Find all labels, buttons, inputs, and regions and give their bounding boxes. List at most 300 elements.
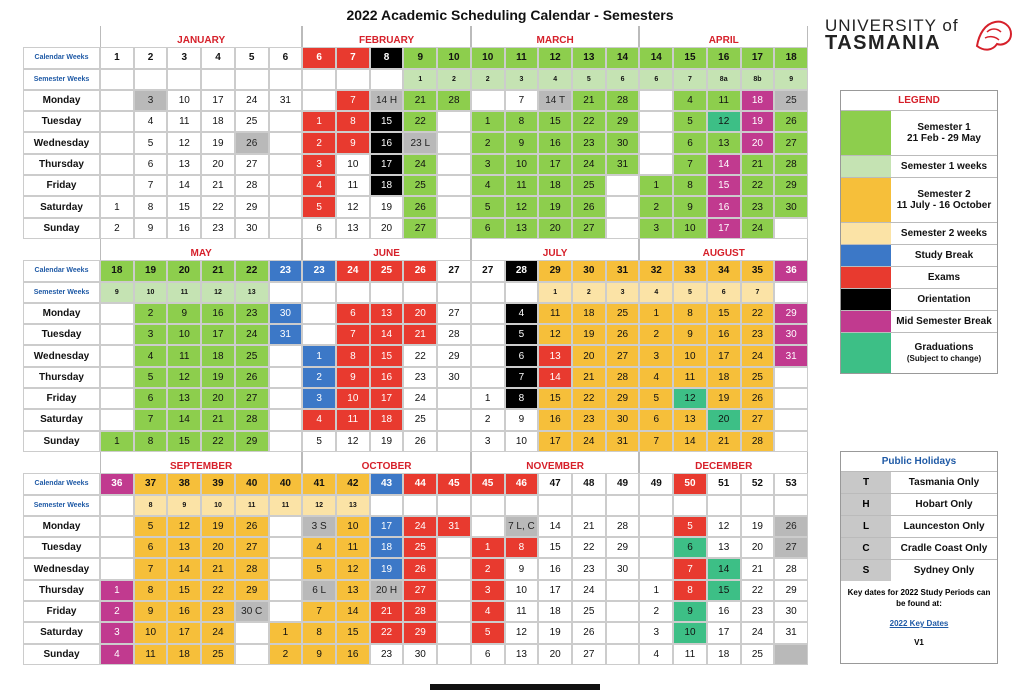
day-cell [437,388,471,409]
calendar-week-cell: 40 [269,473,303,494]
month-header: NOVEMBER [471,452,640,473]
day-cell: 8 [336,345,370,366]
legend-swatch [841,311,891,332]
semester-week-cell: 8b [741,69,775,90]
day-cell: 9 [505,409,539,430]
day-cell: 16 [538,132,572,153]
calendar-week-cell: 39 [201,473,235,494]
day-cell: 10 [673,345,707,366]
day-cell: 7 [639,431,673,452]
day-cell: 10 [134,622,168,643]
day-cell: 5 [505,324,539,345]
legend-label: Semester 1 [917,122,971,133]
day-cell: 8 [302,622,336,643]
day-cell [235,644,269,665]
day-cell [302,303,336,324]
holiday-key: L [841,516,891,537]
day-cell: 23 [572,558,606,579]
day-cell: 1 [100,431,134,452]
month-header: APRIL [639,26,808,47]
day-cell: 13 [707,537,741,558]
day-cell: 13 [167,388,201,409]
calendar-week-cell: 50 [673,473,707,494]
day-cell: 3 [639,622,673,643]
legend-text [891,223,997,244]
calendar-week-cell: 19 [134,260,168,281]
day-cell: 20 [201,154,235,175]
semester-week-cell [572,495,606,516]
legend-swatch [841,178,891,222]
day-cell: 18 [707,367,741,388]
day-cell: 6 [302,218,336,239]
day-cell: 27 [403,218,437,239]
day-cell: 16 [370,132,404,153]
day-cell: 25 [572,601,606,622]
legend-item [841,310,997,332]
day-cell [774,644,808,665]
calendar-week-cell: 41 [302,473,336,494]
day-cell [774,218,808,239]
day-cell: 30 [606,132,640,153]
day-cell: 23 [370,644,404,665]
day-cell: 1 [471,537,505,558]
day-cell: 27 [235,388,269,409]
semester-week-cell: 12 [201,282,235,303]
day-cell [100,90,134,111]
day-cell: 27 [774,132,808,153]
day-cell: 22 [201,431,235,452]
legend-text [891,111,997,155]
row-label: Friday [23,388,100,409]
legend-swatch [841,111,891,155]
day-cell: 11 [673,367,707,388]
day-cell: 16 [538,409,572,430]
day-cell: 6 [471,644,505,665]
day-cell [774,388,808,409]
day-cell: 29 [235,431,269,452]
holiday-item [841,559,997,581]
calendar-week-cell: 2 [134,47,168,68]
month-header: JANUARY [100,26,302,47]
day-cell [774,367,808,388]
day-cell: 30 [774,601,808,622]
day-cell: 20 [201,388,235,409]
semester-week-cell: 6 [606,69,640,90]
day-cell: 6 [134,154,168,175]
day-cell: 11 [538,303,572,324]
semester-week-cell: 5 [673,282,707,303]
logo-line1: UNIVERSITY of [825,16,959,35]
day-cell: 4 [302,537,336,558]
day-cell: 7 [673,154,707,175]
day-cell: 1 [269,622,303,643]
day-cell: 4 [505,303,539,324]
day-cell [471,90,505,111]
day-cell: 21 [201,558,235,579]
day-cell [471,345,505,366]
day-cell: 19 [538,196,572,217]
month-header: JUNE [302,239,471,260]
day-cell: 24 [201,622,235,643]
day-cell: 9 [505,558,539,579]
day-cell: 15 [167,431,201,452]
semester-week-cell: 12 [302,495,336,516]
day-cell [639,537,673,558]
day-cell: 4 [134,345,168,366]
day-cell: 25 [774,90,808,111]
semester-week-cell: 2 [572,282,606,303]
day-cell: 20 H [370,580,404,601]
month-header: FEBRUARY [302,26,471,47]
day-cell: 17 [201,324,235,345]
calendar-week-cell: 29 [538,260,572,281]
day-cell: 30 [269,303,303,324]
day-cell: 21 [572,90,606,111]
semester-week-cell [707,495,741,516]
day-cell [437,537,471,558]
calendar-week-cell: 10 [437,47,471,68]
day-cell [269,409,303,430]
university-logo [825,16,1015,56]
holiday-item [841,537,997,559]
day-cell: 19 [741,516,775,537]
legend-item [841,244,997,266]
day-cell [639,132,673,153]
holiday-item [841,493,997,515]
calendar-week-cell: 51 [707,473,741,494]
day-cell: 24 [572,431,606,452]
day-cell: 7 [134,175,168,196]
month-header: MAY [100,239,302,260]
semester-week-cell: 2 [471,69,505,90]
holiday-label: Hobart Only [915,499,973,510]
day-cell: 11 [134,644,168,665]
day-cell: 29 [235,580,269,601]
day-cell: 26 [606,324,640,345]
day-cell: 8 [134,431,168,452]
day-cell: 9 [673,196,707,217]
semester-week-cell: 1 [403,69,437,90]
day-cell: 6 L [302,580,336,601]
calendar-week-cell: 18 [100,260,134,281]
day-cell [437,111,471,132]
semester-week-cell: 3 [505,69,539,90]
day-cell: 2 [302,367,336,388]
day-cell: 27 [606,345,640,366]
day-cell: 28 [437,90,471,111]
day-cell: 25 [741,644,775,665]
row-label: Calendar Weeks [23,47,100,68]
legend-swatch [841,333,891,373]
day-cell [639,516,673,537]
calendar-week-cell: 3 [167,47,201,68]
semester-week-cell: 11 [269,495,303,516]
semester-week-cell [269,69,303,90]
day-cell: 25 [572,175,606,196]
semester-week-cell [235,69,269,90]
day-cell: 24 [741,345,775,366]
day-cell: 10 [167,324,201,345]
day-cell: 17 [370,388,404,409]
day-cell: 6 [673,132,707,153]
day-cell: 1 [100,196,134,217]
day-cell: 15 [707,580,741,601]
day-cell: 9 [302,644,336,665]
day-cell [471,516,505,537]
day-cell: 20 [741,132,775,153]
day-cell: 16 [167,601,201,622]
day-cell: 3 [471,580,505,601]
day-cell [606,175,640,196]
semester-week-cell [201,69,235,90]
day-cell: 6 [336,303,370,324]
day-cell: 5 [302,196,336,217]
row-label: Calendar Weeks [23,473,100,494]
day-cell [100,558,134,579]
semester-week-cell: 10 [201,495,235,516]
calendar-week-cell: 14 [639,47,673,68]
day-cell: 4 [673,90,707,111]
day-cell: 24 [235,90,269,111]
day-cell: 26 [235,367,269,388]
day-cell: 13 [336,580,370,601]
day-cell: 17 [370,516,404,537]
day-cell: 20 [538,218,572,239]
semester-week-cell [336,282,370,303]
month-header: DECEMBER [639,452,808,473]
day-cell [269,558,303,579]
holiday-label: Cradle Coast Only [900,543,988,554]
calendar-week-cell: 24 [336,260,370,281]
day-cell: 31 [606,431,640,452]
day-cell: 19 [370,558,404,579]
day-cell: 7 [302,601,336,622]
legend-text [891,245,997,266]
day-cell: 14 H [370,90,404,111]
day-cell [437,622,471,643]
row-label: Saturday [23,409,100,430]
day-cell: 9 [134,218,168,239]
calendar-week-cell: 27 [437,260,471,281]
day-cell: 5 [134,367,168,388]
day-cell: 24 [741,218,775,239]
day-cell: 28 [774,558,808,579]
corner-cell [23,452,100,473]
day-cell [100,409,134,430]
day-cell: 18 [572,303,606,324]
day-cell: 7 [505,90,539,111]
semester-week-cell: 9 [167,495,201,516]
day-cell: 2 [100,601,134,622]
day-cell: 31 [774,345,808,366]
calendar-week-cell: 12 [538,47,572,68]
day-cell: 14 [336,601,370,622]
day-cell [471,324,505,345]
semester-week-cell [100,495,134,516]
day-cell: 11 [673,644,707,665]
semester-week-cell [370,69,404,90]
day-cell: 19 [538,622,572,643]
day-cell [269,196,303,217]
semester-week-cell [505,282,539,303]
day-cell [437,431,471,452]
day-cell [100,132,134,153]
calendar-week-cell: 11 [505,47,539,68]
day-cell: 25 [403,175,437,196]
day-cell: 8 [505,537,539,558]
day-cell: 23 [741,196,775,217]
day-cell: 22 [201,580,235,601]
day-cell: 26 [774,516,808,537]
semester-week-cell [774,495,808,516]
calendar-week-cell: 42 [336,473,370,494]
day-cell: 13 [707,132,741,153]
day-cell: 18 [538,601,572,622]
day-cell: 12 [336,558,370,579]
legend-label: Mid Semester Break [896,316,992,327]
day-cell: 28 [606,516,640,537]
day-cell: 12 [167,516,201,537]
day-cell: 3 [302,154,336,175]
day-cell: 16 [538,558,572,579]
month-header: SEPTEMBER [100,452,302,473]
legend-text [891,156,997,177]
day-cell: 13 [505,644,539,665]
day-cell: 11 [336,537,370,558]
day-cell: 12 [707,111,741,132]
day-cell: 8 [134,196,168,217]
day-cell: 5 [302,558,336,579]
calendar-week-cell: 25 [370,260,404,281]
day-cell [437,644,471,665]
calendar-week-cell: 17 [741,47,775,68]
day-cell [269,218,303,239]
version-label: V1 [914,638,924,647]
day-cell: 19 [741,111,775,132]
calendar-week-cell: 9 [403,47,437,68]
calendar-week-cell: 6 [269,47,303,68]
semester-week-cell: 6 [639,69,673,90]
legend-sublabel: (Subject to change) [906,354,982,363]
day-cell: 28 [403,601,437,622]
day-cell: 12 [167,367,201,388]
day-cell: 12 [505,196,539,217]
day-cell: 11 [707,90,741,111]
day-cell: 18 [201,345,235,366]
key-dates-link[interactable]: 2022 Key Dates [889,619,949,628]
day-cell: 29 [606,537,640,558]
holidays-title: Public Holidays [881,456,957,467]
day-cell: 18 [370,409,404,430]
day-cell: 15 [167,196,201,217]
month-header: OCTOBER [302,452,471,473]
calendar-week-cell: 36 [774,260,808,281]
day-cell: 21 [403,90,437,111]
semester-week-cell: 9 [100,282,134,303]
legend-sublabel: 11 July - 16 October [896,200,992,211]
day-cell: 31 [774,622,808,643]
calendar-week-cell: 43 [370,473,404,494]
calendar-week-cell: 8 [370,47,404,68]
day-cell: 14 [167,175,201,196]
day-cell: 6 [471,218,505,239]
day-cell: 28 [606,367,640,388]
day-cell [269,580,303,601]
row-label: Thursday [23,580,100,601]
day-cell: 2 [639,324,673,345]
day-cell: 28 [235,558,269,579]
day-cell: 17 [538,580,572,601]
day-cell: 24 [403,388,437,409]
day-cell [269,516,303,537]
day-cell [774,409,808,430]
day-cell: 18 [167,644,201,665]
semester-week-cell [505,495,539,516]
day-cell: 28 [437,324,471,345]
day-cell [235,622,269,643]
day-cell: 15 [370,345,404,366]
day-cell: 30 [774,324,808,345]
day-cell [437,558,471,579]
holiday-key: T [841,472,891,493]
calendar-week-cell: 21 [201,260,235,281]
day-cell: 3 [302,388,336,409]
calendar-week-cell: 53 [774,473,808,494]
semester-week-cell [370,282,404,303]
day-cell: 3 S [302,516,336,537]
day-cell: 8 [505,388,539,409]
day-cell: 13 [167,537,201,558]
key-dates-note: Key dates for 2022 Study Periods can be found at: [847,588,991,608]
day-cell: 22 [572,388,606,409]
day-cell: 15 [707,175,741,196]
day-cell: 10 [167,90,201,111]
legend-item [841,266,997,288]
semester-week-cell: 3 [606,282,640,303]
calendar-week-cell: 1 [100,47,134,68]
day-cell: 17 [167,622,201,643]
day-cell: 27 [741,409,775,430]
day-cell: 18 [538,175,572,196]
holiday-label: Tasmania Only [908,477,980,488]
day-cell [100,175,134,196]
legend-item [841,155,997,177]
semester-week-cell [134,69,168,90]
day-cell: 19 [201,516,235,537]
day-cell: 1 [639,580,673,601]
day-cell: 16 [707,196,741,217]
day-cell: 28 [235,409,269,430]
row-label: Saturday [23,622,100,643]
day-cell: 15 [370,111,404,132]
semester-week-cell: 4 [538,69,572,90]
holiday-key: S [841,560,891,581]
day-cell: 16 [707,601,741,622]
calendar-week-cell: 23 [269,260,303,281]
calendar-week-cell: 20 [167,260,201,281]
calendar-week-cell: 33 [673,260,707,281]
row-label: Semester Weeks [23,69,100,90]
day-cell: 24 [403,154,437,175]
calendar-week-cell: 26 [403,260,437,281]
day-cell: 22 [741,175,775,196]
legend-text [891,178,997,222]
day-cell: 19 [370,196,404,217]
day-cell [269,431,303,452]
day-cell: 5 [471,622,505,643]
legend-label: Semester 2 weeks [900,228,988,239]
calendar-week-cell: 49 [639,473,673,494]
